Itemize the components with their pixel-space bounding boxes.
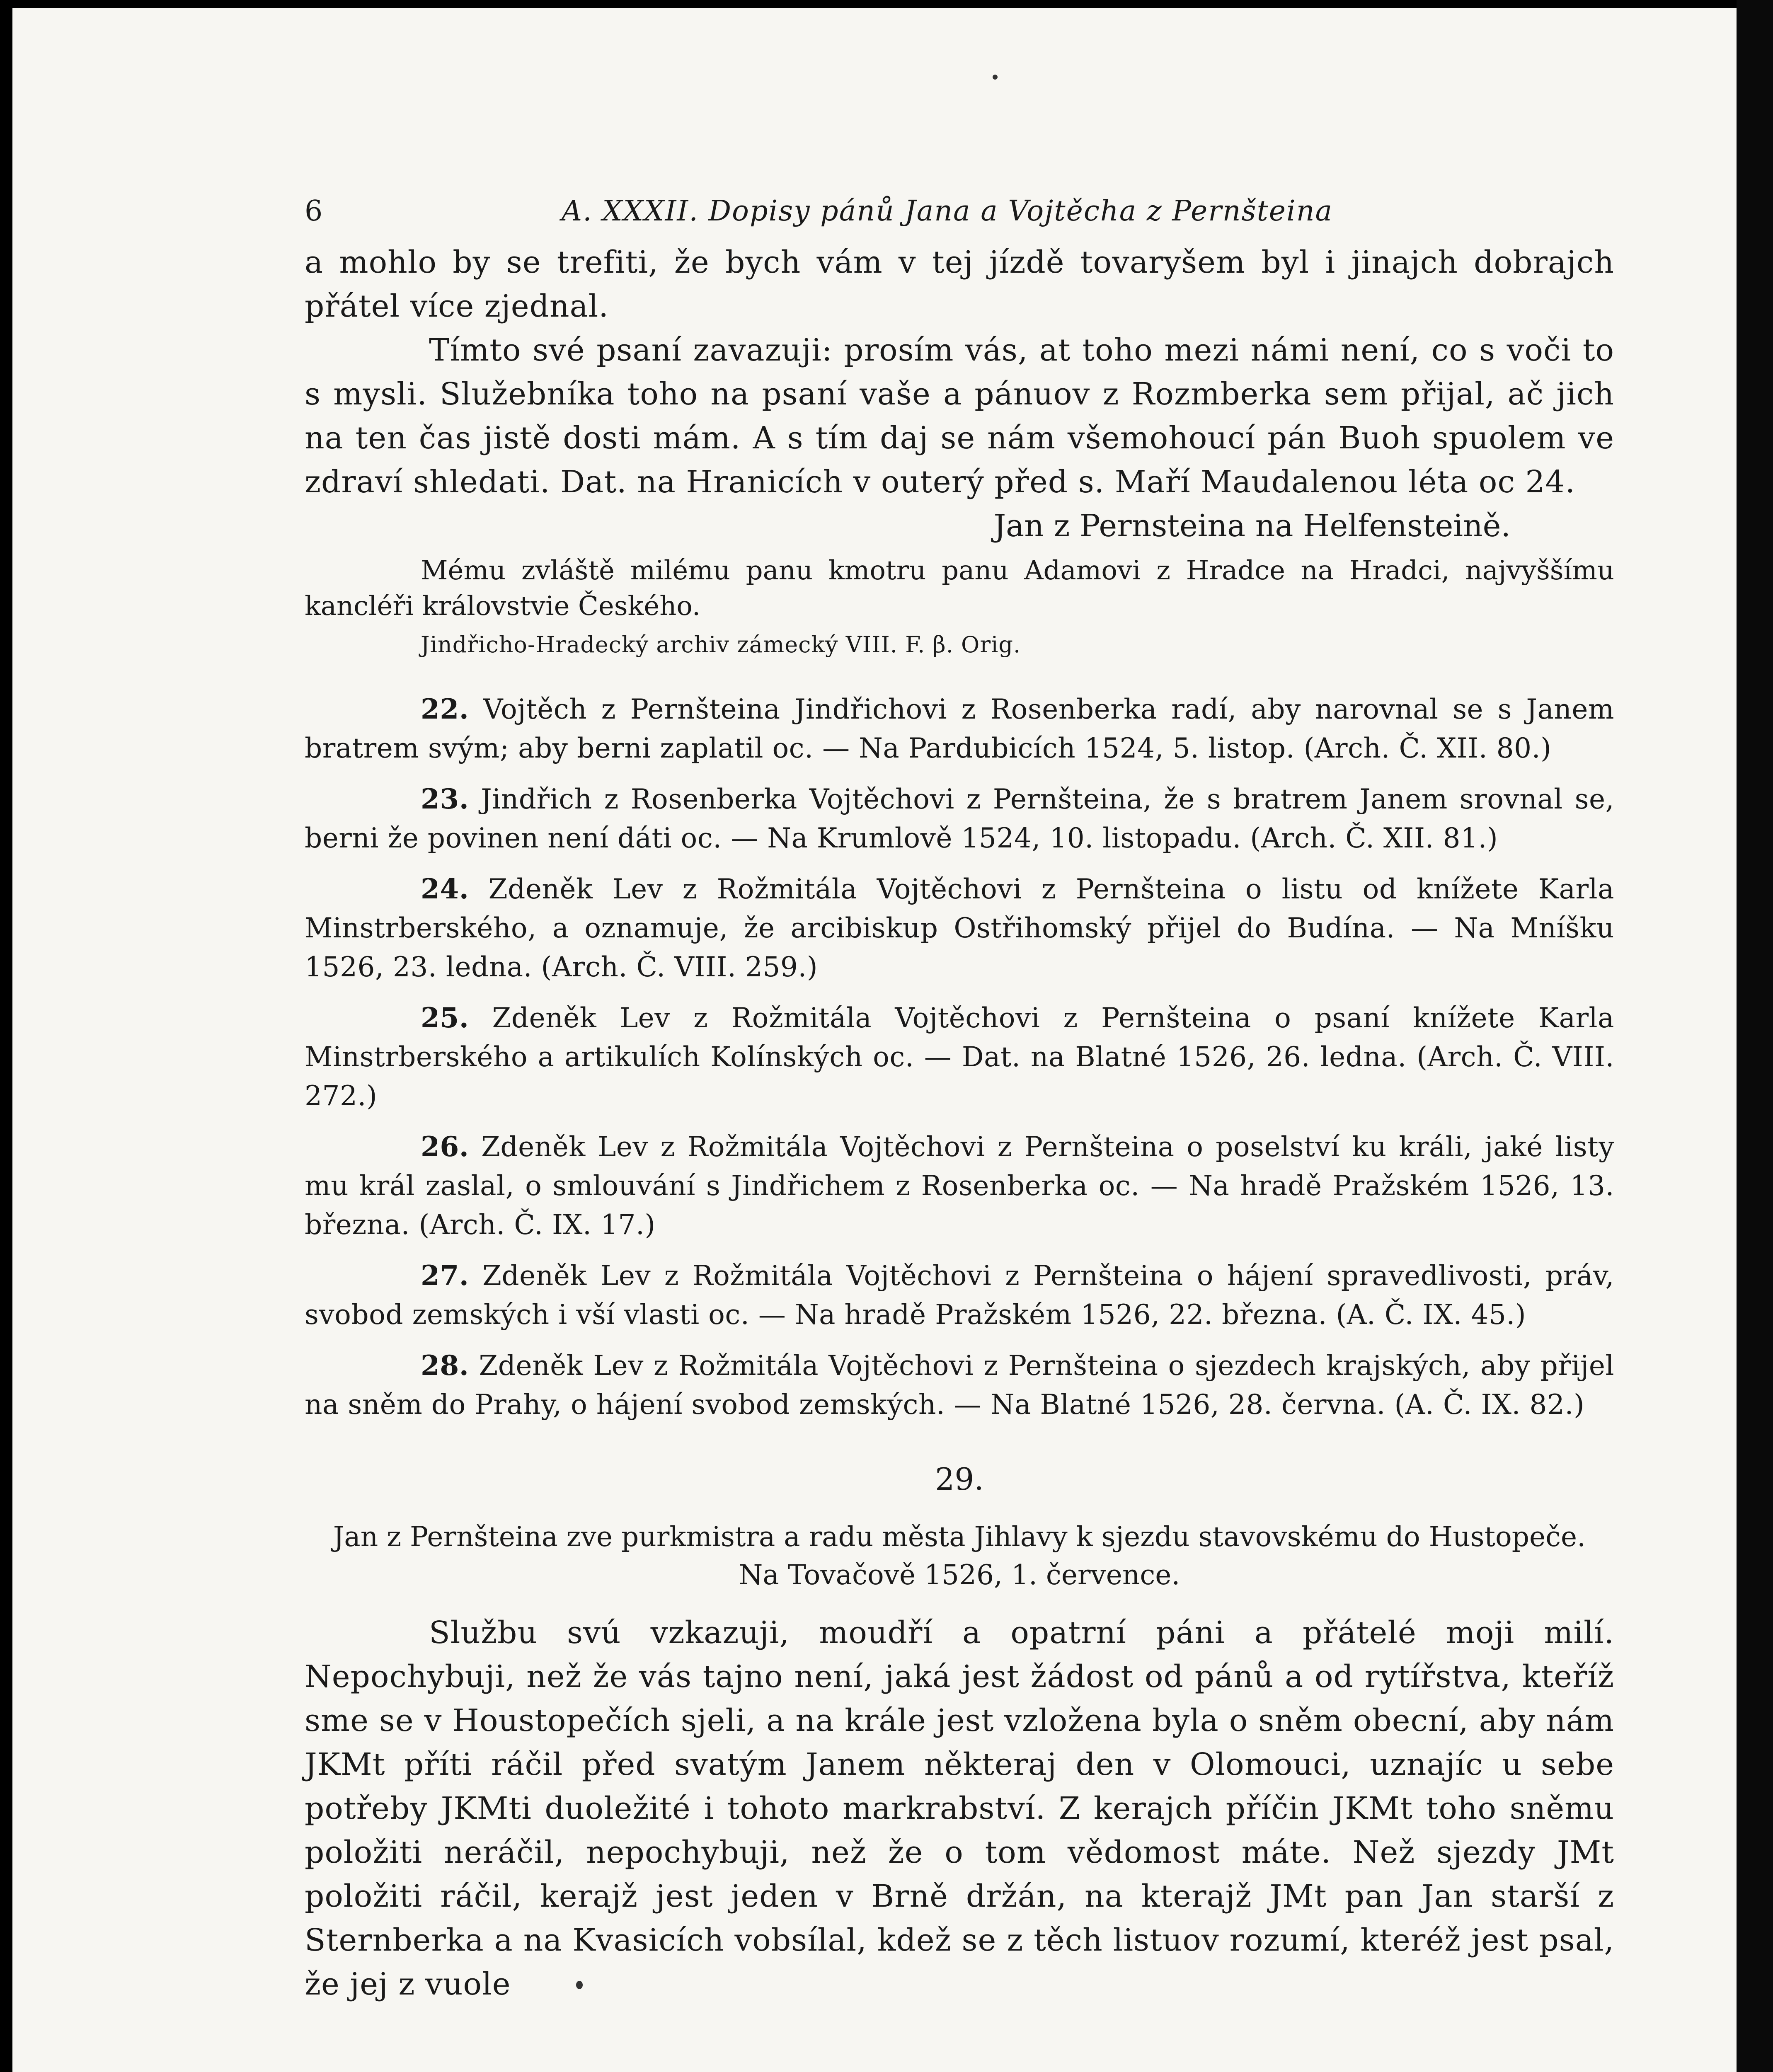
regest-number: 25.	[421, 1002, 469, 1034]
regest-text: Jindřich z Rosenberka Vojtěchovi z Pernšteina, že s bratrem Janem srovnal se, berni že povinen není dáti oc. — Na Krumlově 1524, 10. listopadu. (Arch. Č. XII. 81.)	[305, 783, 1614, 854]
running-header	[305, 195, 1614, 240]
scan-edge	[1737, 0, 1773, 2072]
regest-28	[305, 1346, 1614, 1424]
letter-source: Jindřicho-Hradecký archiv zámecký VIII. F. β. Orig.	[421, 632, 1021, 658]
regest-text: Vojtěch z Pernšteina Jindřichovi z Rosenberka radí, aby narovnal se s Janem bratrem svým; aby berni zaplatil oc. — Na Pardubicích 1524, 5. listop. (Arch. Č. XII. 80.)	[305, 693, 1615, 764]
letter-paragraph-2: Tímto své psaní zavazuji: prosím vás, at toho mezi námi není, co s voči to s mysli. Služebníka toho na psaní vaše a pánuov z Rozmberka sem přijal, ač jich na ten čas jistě dosti mám. A s tím daj se nám všemohoucí pán Buoh spuolem ve zdraví shledati. Dat. na Hranicích v outerý před s. Maří Maudalenou léta oc 24.	[305, 332, 1614, 500]
regest-number: 23.	[421, 783, 469, 815]
regest-number: 24.	[421, 873, 469, 905]
regest-27	[305, 1256, 1614, 1334]
regest-23	[305, 779, 1614, 858]
regest-text: Zdeněk Lev z Rožmitála Vojtěchovi z Pernšteina o sjezdech krajských, aby přijel na sněm do Prahy, o hájení svobod zemských. — Na Blatné 1526, 28. června. (A. Č. IX. 82.)	[305, 1350, 1615, 1421]
ink-speck	[576, 1981, 583, 1989]
regest-25	[305, 998, 1614, 1116]
regest-24	[305, 869, 1614, 987]
page-content	[305, 195, 1614, 2006]
regest-number: 22.	[421, 693, 469, 725]
page-number: 6	[305, 195, 323, 228]
letter-signature: Jan z Pernsteina na Helfensteině.	[993, 508, 1511, 544]
running-title: A. XXXII. Dopisy pánů Jana a Vojtěcha z Pernšteina	[562, 195, 1333, 228]
regest-text: Zdeněk Lev z Rožmitála Vojtěchovi z Pernšteina o hájení spravedlivosti, práv, svobod zemských i vší vlasti oc. — Na hradě Pražském 1526, 22. března. (A. Č. IX. 45.)	[305, 1260, 1614, 1331]
regest-number: 28.	[421, 1349, 469, 1382]
document-place-date: Na Tovačově 1526, 1. července.	[739, 1559, 1180, 1591]
regest-26	[305, 1127, 1614, 1244]
regest-text: Zdeněk Lev z Rožmitála Vojtěchovi z Pernšteina o listu od knížete Karla Minstrberského, a oznamuje, že arcibiskup Ostřihomský přijel do Budína. — Na Mníšku 1526, 23. ledna. (Arch. Č. VIII. 259.)	[305, 873, 1615, 983]
regest-number: 26.	[421, 1130, 469, 1163]
document-text: Službu svú vzkazuji, moudří a opatrní páni a přátelé moji milí. Nepochybuji, než že vás tajno není, jaká jest žádost od pánů a od rytířstva, kteříž sme se v Houstopečích sjeli, a na krále jest vzložena byla o sněm obecní, aby nám JKMt příti ráčil před svatým Janem některaj den v Olomouci, uznajíc u sebe potřeby JKMti duoležité i tohoto markrabství. Z kerajch příčin JKMt toho sněmu položiti neráčil, nepochybuji, než že o tom vědomost máte. Než sjezdy JMt položiti ráčil, kerajž jest jeden v Brně držán, na kterajž JMt pan Jan starší z Sternberka a na Kvasicích vobsílal, kdež se z těch listuov rozumí, kteréž jest psal, že jej z vuole	[305, 1615, 1614, 2002]
letter-address: Mému zvláště milému panu kmotru panu Adamovi z Hradce na Hradci, najvyššímu kancléři královstvie Českého.	[305, 555, 1614, 622]
regest-22	[305, 690, 1614, 768]
regest-number: 27.	[421, 1259, 469, 1292]
document-number: 29.	[935, 1462, 984, 1497]
ink-speck	[993, 75, 998, 80]
regest-text: Zdeněk Lev z Rožmitála Vojtěchovi z Pernšteina o psaní knížete Karla Minstrberského a artikulích Kolínských oc. — Dat. na Blatné 1526, 26. ledna. (Arch. Č. VIII. 272.)	[305, 1002, 1614, 1112]
regest-text: Zdeněk Lev z Rožmitála Vojtěchovi z Pernšteina o poselství ku králi, jaké listy mu král zaslal, o smlouvání s Jindřichem z Rosenberka oc. — Na hradě Pražském 1526, 13. března. (Arch. Č. IX. 17.)	[305, 1131, 1614, 1241]
letter-paragraph-1: a mohlo by se trefiti, že bych vám v tej jízdě tovaryšem byl i jinajch dobrajch přátel více zjednal.	[305, 244, 1614, 324]
document-description: Jan z Pernšteina zve purkmistra a radu města Jihlavy k sjezdu stavovskému do Hustopeče.	[333, 1521, 1586, 1553]
